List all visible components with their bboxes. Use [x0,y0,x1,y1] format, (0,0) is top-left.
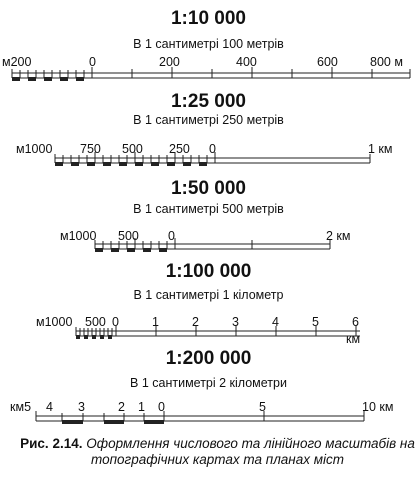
tick-label: 500 [122,142,143,156]
tick-label: 5 [312,315,319,329]
tick-label: 250 [169,142,190,156]
tick-label: 10 км [362,400,394,414]
tick-label: 2 км [326,229,351,243]
tick-label: 750 [80,142,101,156]
linear-scale-1-25000 [16,142,393,166]
tick-label: 0 [158,400,165,414]
tick-label: км5 [10,400,32,414]
tick-label: 500 [85,315,106,329]
figure-caption-text: Оформлення числового та лінійного масштабів на топографічних картах та планах міст [86,436,415,467]
tick-label: 400 [236,55,257,69]
numeric-scale-1-25000: 1:25 000 [170,91,246,112]
scale-note-1-25000: В 1 сантиметрі 250 метрів [133,113,284,127]
tick-label: м200 [2,55,32,69]
unit-label: км [346,332,361,346]
tick-label: 0 [112,315,119,329]
tick-label: м1000 [60,229,97,243]
tick-label: 1 [138,400,145,414]
tick-label: 5 [259,400,266,414]
tick-label: 1 [152,315,159,329]
figure-number: Рис. 2.14. [20,436,83,451]
numeric-scale-1-50000: 1:50 000 [170,178,246,199]
tick-label: 3 [78,400,85,414]
tick-label: 600 [317,55,338,69]
tick-label: 3 [232,315,239,329]
linear-scale-1-200000 [10,400,393,424]
linear-scale-1-100000 [36,315,360,346]
tick-label: 2 [192,315,199,329]
tick-label: 0 [168,229,175,243]
minor-ticks [80,328,112,336]
scale-note-1-50000: В 1 сантиметрі 500 метрів [133,202,284,216]
tick-label: 2 [118,400,125,414]
minor-ticks [20,70,84,78]
scale-note-1-100000: В 1 сантиметрі 1 кілометр [133,288,284,302]
tick-label: 1 км [368,142,393,156]
scale-note-1-200000: В 1 сантиметрі 2 кілометри [130,376,287,390]
tick-label: м1000 [16,142,53,156]
figure-caption [20,436,415,468]
tick-label: 200 [159,55,180,69]
tick-label: 0 [209,142,216,156]
linear-scale-1-50000 [60,229,351,252]
linear-scale-1-10000 [2,55,410,81]
numeric-scale-1-100000: 1:100 000 [165,261,252,282]
numeric-scale-1-10000: 1:10 000 [170,8,246,29]
tick-label: 0 [89,55,96,69]
tick-label: 800 м [370,55,403,69]
tick-label: м1000 [36,315,73,329]
filled-segments [62,420,164,424]
tick-label: 6 [352,315,359,329]
tick-label: 4 [46,400,53,414]
tick-label: 4 [272,315,279,329]
scale-note-1-10000: В 1 сантиметрі 100 метрів [133,37,284,51]
numeric-scale-1-200000: 1:200 000 [165,348,252,369]
tick-label: 500 [118,229,139,243]
